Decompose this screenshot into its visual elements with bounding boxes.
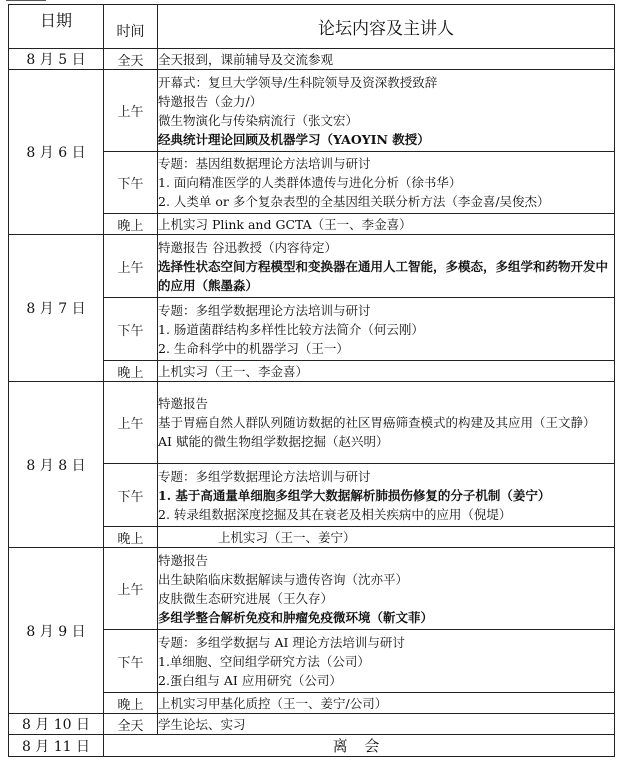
content-line: 开幕式：复旦大学领导/生科院领导及资深教授致辞 — [158, 74, 438, 90]
header-content: 论坛内容及主讲人 — [158, 5, 615, 49]
time-cell: 下午 — [104, 630, 158, 693]
content-line: 1. 基于高通量单细胞多组学大数据解析肺损伤修复的分子机制（姜宁） — [158, 487, 551, 503]
time-cell: 晚上 — [104, 693, 158, 714]
time-cell: 上午 — [104, 548, 158, 630]
content-line: 多组学整合解析免疫和肿瘤免疫微环境（靳文菲） — [158, 609, 434, 625]
content-line: 经典统计理论回顾及机器学习（YAOYIN 教授） — [158, 131, 430, 147]
content-cell — [158, 630, 615, 693]
time-cell: 晚上 — [104, 361, 158, 382]
content-line: 特邀报告（金力/） — [158, 93, 263, 109]
table-row — [9, 235, 615, 298]
content-cell — [158, 214, 615, 235]
content-line: 全天报到，课前辅导及交流参观 — [158, 51, 334, 67]
date-cell: 8 月 8 日 — [9, 382, 104, 548]
content-line: 基于胃癌自然人群队列随访数据的社区胃癌筛查模式的构建及其应用（王文静） — [158, 415, 596, 430]
content-line: AI 赋能的微生物组学数据挖掘（赵兴明） — [158, 434, 389, 449]
content-line: 1.单细胞、空间组学研究方法（公司） — [158, 653, 370, 669]
content-cell — [158, 464, 615, 527]
time-cell: 下午 — [104, 464, 158, 527]
content-cell — [104, 735, 615, 757]
table-row — [9, 548, 615, 630]
time-cell: 上午 — [104, 235, 158, 298]
content-line: 2. 生命科学中的机器学习（王一） — [158, 340, 349, 356]
header-date: 日期 — [9, 5, 104, 49]
content-line: 皮肤微生态研究进展（王久存） — [158, 590, 334, 606]
content-cell — [158, 152, 615, 214]
content-line: 2. 人类单 or 多个复杂表型的全基因组关联分析方法（李金喜/吴俊杰） — [158, 194, 550, 209]
table-row — [9, 382, 615, 464]
date-cell: 8 月 9 日 — [9, 548, 104, 714]
content-line: 专题：多组学数据理论方法培训与研讨 — [158, 468, 371, 484]
time-cell: 上午 — [104, 70, 158, 152]
table-row — [9, 49, 615, 70]
content-line: 2. 转录组数据深度挖掘及其在衰老及相关疾病中的应用（倪堤） — [158, 506, 512, 522]
content-cell — [158, 361, 615, 382]
date-cell: 8 月 6 日 — [9, 70, 104, 235]
content-line: 1. 肠道菌群结构多样性比较方法简介（何云刚） — [158, 321, 424, 337]
header-time: 时间 — [104, 5, 158, 49]
content-line: 上机实习（王一、李金喜） — [158, 363, 309, 379]
content-line: 专题：多组学数据理论方法培训与研讨 — [158, 302, 371, 318]
content-line: 选择性状态空间方程模型和变换器在通用人工智能，多模态，多组学和药物开发中的应用（熊墨淼） — [158, 258, 609, 293]
content-cell — [158, 235, 615, 298]
content-line: 上机实习甲基化质控（王一、姜宁/公司） — [158, 695, 388, 711]
date-cell: 8 月 11 日 — [9, 735, 104, 757]
date-cell: 8 月 5 日 — [9, 49, 104, 70]
content-line: 1. 面向精准医学的人类群体遗传与进化分析（徐书华） — [158, 175, 462, 190]
content-cell — [158, 714, 615, 735]
table-row — [9, 714, 615, 735]
time-cell: 全天 — [104, 49, 158, 70]
content-line: 上机实习（王一、姜宁） — [218, 529, 356, 545]
content-line: 特邀报告 — [158, 552, 209, 568]
content-line: 2.蛋白组与 AI 应用研究（公司） — [158, 672, 342, 688]
content-cell — [158, 693, 615, 714]
content-line: 特邀报告 — [158, 396, 209, 411]
content-cell — [158, 49, 615, 70]
date-cell: 8 月 7 日 — [9, 235, 104, 382]
content-cell — [158, 527, 615, 548]
time-cell: 下午 — [104, 298, 158, 361]
time-cell: 晚上 — [104, 527, 158, 548]
time-cell: 下午 — [104, 152, 158, 214]
content-cell — [158, 382, 615, 464]
content-cell — [158, 298, 615, 361]
content-cell — [158, 548, 615, 630]
table-row — [9, 735, 615, 757]
content-line: 学生论坛、实习 — [158, 716, 246, 732]
time-cell: 上午 — [104, 382, 158, 464]
content-line: 离 会 — [332, 737, 386, 755]
content-cell — [158, 70, 615, 152]
content-line: 微生物演化与传染病流行（张文宏） — [158, 112, 359, 128]
time-cell: 全天 — [104, 714, 158, 735]
content-line: 特邀报告 谷迅教授（内容待定） — [158, 239, 337, 255]
header-row — [9, 5, 615, 49]
content-line: 专题：多组学数据与 AI 理论方法培训与研讨 — [158, 634, 405, 650]
date-cell: 8 月 10 日 — [9, 714, 104, 735]
content-line: 上机实习 Plink and GCTA（王一、李金喜） — [158, 216, 412, 232]
content-line: 出生缺陷临床数据解读与遗传咨询（沈亦平） — [158, 571, 409, 587]
time-cell: 晚上 — [104, 214, 158, 235]
content-line: 专题：基因组数据理论方法培训与研讨 — [158, 156, 371, 171]
table-row — [9, 70, 615, 152]
schedule-table — [8, 4, 615, 757]
